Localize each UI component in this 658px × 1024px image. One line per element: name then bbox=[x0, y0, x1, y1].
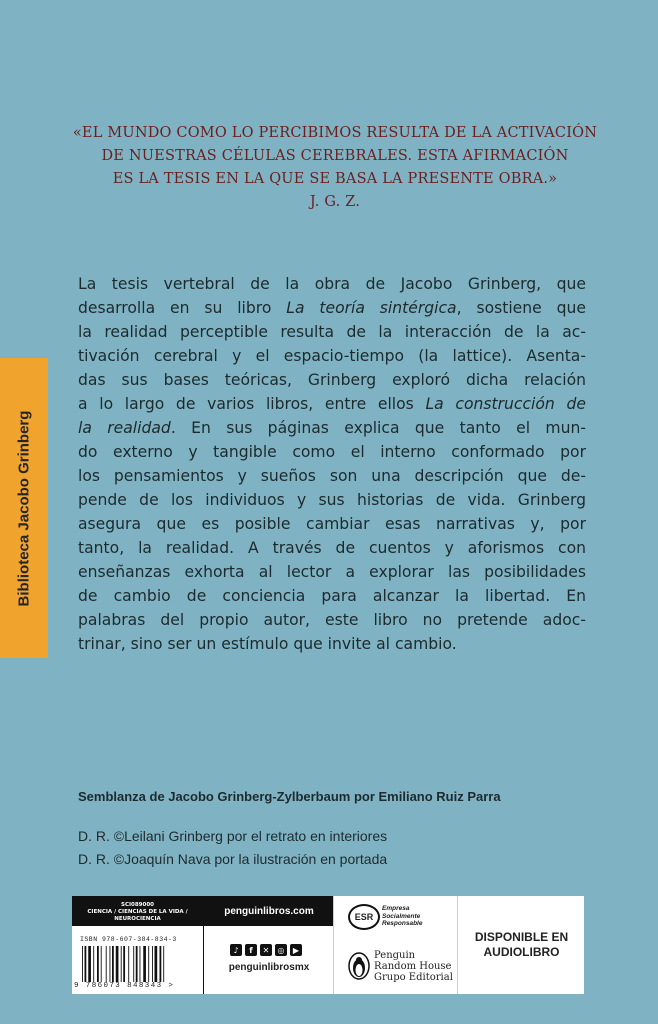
illustration-credit: D. R. ©Joaquín Nava por la ilustración en portada bbox=[78, 851, 388, 867]
synopsis-line: de cambio de conciencia para alcanzar la libertad. En bbox=[78, 587, 586, 605]
instagram-icon[interactable]: ◎ bbox=[275, 944, 287, 956]
synopsis-line: La tesis vertebral de la obra de Jacobo Grinberg, que bbox=[78, 275, 586, 293]
quote-line: «EL MUNDO COMO LO PERCIBIMOS RESULTA DE LA ACTIVACIÓN bbox=[72, 125, 598, 141]
series-tab bbox=[0, 358, 48, 658]
quote-line: DE NUESTRAS CÉLULAS CEREBRALES. ESTA AFIRMACIÓN bbox=[101, 148, 569, 164]
synopsis-line: tanto, la realidad. A través de cuentos y aforismos con bbox=[78, 539, 586, 557]
isbn-section bbox=[72, 896, 203, 994]
category-label: CIENCIA / CIENCIAS DE LA VIDA / bbox=[87, 909, 188, 915]
social-handle: penguinlibrosmx bbox=[228, 962, 310, 973]
category-box bbox=[72, 896, 203, 926]
penguin-logo-icon bbox=[348, 952, 370, 980]
series-label: Biblioteca Jacobo Grinberg bbox=[15, 410, 33, 606]
synopsis-line: los pensamientos y sueños son una descripción que de- bbox=[78, 467, 586, 485]
semblanza-credit: Semblanza de Jacobo Grinberg-Zylberbaum por Emiliano Ruiz Parra bbox=[78, 789, 501, 804]
portrait-credit: D. R. ©Leilani Grinberg por el retrato en interiores bbox=[78, 828, 388, 844]
synopsis-line: desarrolla en su libro La teoría sintérgica, sostiene que bbox=[78, 299, 586, 317]
back-cover-quote bbox=[40, 122, 630, 214]
synopsis-line: pende de los individuos y sus historias de vida. Grinberg bbox=[78, 491, 586, 509]
book-title: La construcción de bbox=[425, 395, 586, 413]
synopsis-line: palabras del propio autor, este libro no pretende adoc- bbox=[78, 611, 586, 629]
isbn-text: ISBN 978-607-384-834-3 bbox=[80, 936, 177, 943]
barcode-panel bbox=[72, 896, 584, 994]
synopsis-line: tivación cerebral y el espacio-tiempo (la lattice). Asenta- bbox=[78, 347, 586, 365]
tiktok-icon[interactable]: ♪ bbox=[230, 944, 242, 956]
book-title: la realidad bbox=[78, 419, 171, 437]
book-title: La teoría sintérgica bbox=[286, 299, 457, 317]
x-icon[interactable]: ✕ bbox=[260, 944, 272, 956]
esr-text: Empresa Socialmente Responsable bbox=[382, 905, 423, 927]
synopsis-line: enseñanzas exhorta al lector a explorar las posibilidades bbox=[78, 563, 586, 581]
quote-author: J. G. Z. bbox=[309, 194, 361, 210]
audiobook-label: DISPONIBLE EN bbox=[474, 930, 569, 944]
audiobook-label: AUDIOLIBRO bbox=[483, 945, 560, 959]
synopsis bbox=[78, 272, 586, 656]
category-label: NEUROCIENCIA bbox=[114, 916, 161, 922]
publisher-name: Penguin Random House Grupo Editorial bbox=[374, 950, 453, 983]
synopsis-line: asegura que es posible cambiar esas narrativas y, por bbox=[78, 515, 586, 533]
synopsis-line: do externo y tangible como el interno conformado por bbox=[78, 443, 586, 461]
esr-logo: ESR bbox=[348, 904, 380, 930]
website[interactable]: penguinlibros.com bbox=[204, 896, 334, 926]
synopsis-line: das sus bases teóricas, Grinberg exploró dicha relación bbox=[78, 371, 586, 389]
synopsis-line: la realidad perceptible resulta de la interacción de la ac- bbox=[78, 323, 586, 341]
facebook-icon[interactable]: f bbox=[245, 944, 257, 956]
synopsis-line: trinar, sino ser un estímulo que invite al cambio. bbox=[78, 635, 457, 653]
synopsis-line: la realidad. En sus páginas explica que tanto el mun- bbox=[78, 419, 586, 437]
web-section bbox=[203, 896, 334, 994]
youtube-icon[interactable]: ▶ bbox=[290, 944, 302, 956]
social-icons bbox=[230, 944, 302, 956]
barcode-number: 9 786073 848343 > bbox=[74, 982, 175, 990]
category-code: SCI089000 bbox=[120, 902, 154, 908]
quote-line: ES LA TESIS EN LA QUE SE BASA LA PRESENTE OBRA.» bbox=[112, 171, 558, 187]
synopsis-line: a lo largo de varios libros, entre ellos La construcción de bbox=[78, 395, 586, 413]
barcode-icon bbox=[82, 946, 194, 982]
publisher-section bbox=[333, 896, 458, 994]
audiobook-badge bbox=[457, 896, 585, 994]
